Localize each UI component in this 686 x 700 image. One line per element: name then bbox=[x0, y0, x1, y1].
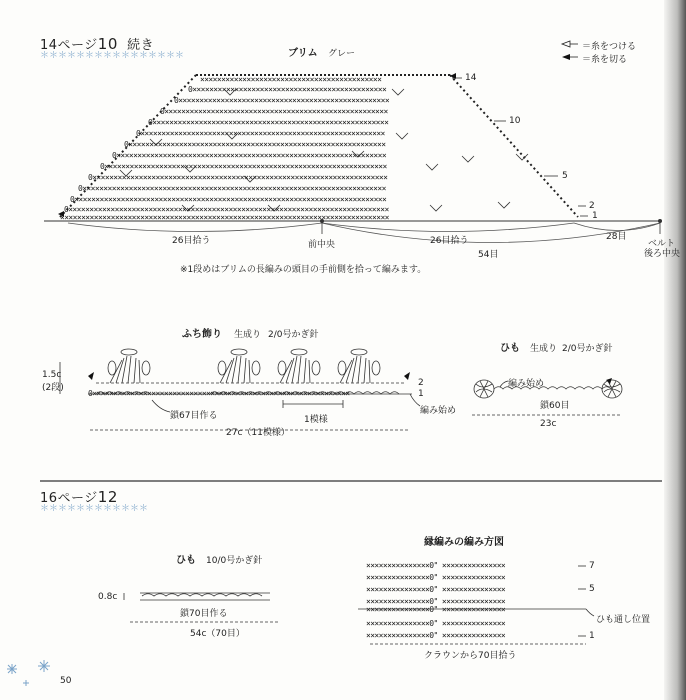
book-spine bbox=[664, 0, 686, 700]
cord2-title: ひも bbox=[176, 555, 196, 566]
frill-start: 編み始め bbox=[420, 406, 457, 416]
stitch-row: ×××××××××××××××0" ××××××××××××××× bbox=[366, 573, 506, 582]
brim-title: ブリム bbox=[288, 48, 318, 59]
cord2-width: 54c（70目） bbox=[190, 629, 245, 639]
measure-left: 26目拾う bbox=[172, 236, 211, 246]
brim-color: グレー bbox=[328, 49, 356, 59]
stitch-row: 0×××××××××××××××××××××××××××××××××××××××××××××××××××××××××××××××××××××× bbox=[88, 173, 388, 182]
stitch-row: 0×××××××××××××××××××××××××××××××××××××××××××××××××××××××××××××××××××××××× bbox=[78, 184, 386, 193]
frill-row-1: 1 bbox=[418, 389, 424, 399]
cord2-hook: 10/0号かぎ針 bbox=[206, 556, 263, 566]
edging-row-5: 5 bbox=[589, 584, 595, 594]
brim-right-edge bbox=[450, 75, 578, 217]
stitch-row: 0×××××××××××××××××××××××××××××××××××××××××××××××××××××××××× bbox=[136, 129, 385, 138]
cord-hook: 2/0号かぎ針 bbox=[562, 344, 613, 354]
stitch-row: 0×××××××××××××××××××××××××××××××××××××××××××××××××××××××××××××××× bbox=[112, 151, 387, 160]
row-mark-5: 5 bbox=[562, 171, 568, 181]
header-page-label: 16ページ bbox=[40, 491, 98, 506]
frill-rows: (2段) bbox=[42, 383, 64, 393]
frill-base-stitches: 0××××××××××××××××××××××××××××××××××××××××××××××××××××××××××××× bbox=[88, 389, 350, 398]
stitch-row: ×××××××××××××××××××××××××××××××××××××××××××××××××××××××××××××××××××××××××××××× bbox=[60, 213, 389, 222]
legend-attach: ＝糸をつける bbox=[582, 42, 637, 52]
measure-edge: 28目 bbox=[606, 232, 627, 242]
belt-back-center: 後ろ中央 bbox=[644, 249, 681, 259]
stitch-row: 0×××××××××××××××××××××××××××××××××××××××××××××××××××××××××××××××××××××××××××× bbox=[64, 205, 389, 214]
measure-right: 26目拾う bbox=[430, 236, 469, 246]
stitch-row: ×××××××××××××××0" ××××××××××××××× bbox=[366, 605, 506, 614]
cord-chain: 鎖60目 bbox=[540, 401, 570, 411]
row-mark-14: 14 bbox=[465, 73, 477, 83]
brim-measure-arcs bbox=[68, 223, 660, 243]
stitch-row: 0××××××××××××××××××××××××××××××××××××××××××××××××××××× bbox=[160, 107, 388, 116]
snowflake-decor bbox=[7, 660, 50, 686]
edging-row-1: 1 bbox=[589, 631, 595, 641]
frill-title: ふち飾り bbox=[182, 329, 222, 340]
row-mark-2: 2 bbox=[589, 201, 595, 211]
cord-yarn: 生成り bbox=[530, 344, 558, 354]
frill-row-2: 2 bbox=[418, 378, 424, 388]
brim-note: ※1段めはブリムの長編みの頭目の手前側を拾って編みます。 bbox=[180, 265, 427, 275]
cord-title: ひも bbox=[500, 343, 520, 354]
cord-width: 23c bbox=[540, 419, 557, 429]
frill-repeat: 1模様 bbox=[304, 415, 328, 425]
header-continued: 続き bbox=[127, 38, 155, 53]
frill-yarn: 生成り bbox=[234, 330, 262, 340]
header-stars: ＊＊＊＊＊＊＊＊＊＊＊＊ bbox=[40, 504, 149, 514]
stitch-row: ××××××××××××××××××××××××××××××××××××××××××× bbox=[200, 75, 382, 84]
header-number: 12 bbox=[97, 488, 118, 506]
stitch-row: ×××××××××××××××0" ××××××××××××××× bbox=[366, 585, 506, 594]
frill-width: 27c（11模様） bbox=[226, 428, 290, 438]
stitch-row: 0×××××××××××××××××××××××××××××××××××××××××××××××××××××××× bbox=[148, 118, 389, 127]
stitch-row: ×××××××××××××××0" ××××××××××××××× bbox=[366, 597, 506, 606]
header-page-label: 14ページ bbox=[40, 38, 98, 53]
stitch-row: 0×××××××××××××××××××××××××××××××××××××××××××××××××× bbox=[174, 96, 390, 105]
stitch-row: ×××××××××××××××0" ××××××××××××××× bbox=[366, 631, 506, 640]
edging-title: 縁編みの編み方図 bbox=[424, 537, 504, 548]
row-mark-1: 1 bbox=[592, 211, 598, 221]
row-mark-10: 10 bbox=[509, 116, 521, 126]
stitch-row: 0××××××××××××××××××××××××××××××××××××××××××××××××××××××××××××× bbox=[124, 140, 386, 149]
header-stars: ＊＊＊＊＊＊＊＊＊＊＊＊＊＊＊＊ bbox=[40, 51, 185, 61]
page-number: 50 bbox=[60, 676, 72, 686]
legend-symbols bbox=[562, 41, 578, 60]
row-arrows bbox=[452, 78, 588, 216]
total-stitches: 54目 bbox=[478, 250, 499, 260]
stitch-row: ×××××××××××××××0" ××××××××××××××× bbox=[366, 561, 506, 570]
center-label: 前中央 bbox=[308, 240, 336, 250]
frill-height: 1.5c bbox=[42, 370, 62, 380]
cord-start: 編み始め bbox=[508, 379, 545, 389]
header-number: 10 bbox=[97, 35, 118, 53]
frill-hook: 2/0号かぎ針 bbox=[268, 330, 319, 340]
edging-row-7: 7 bbox=[589, 561, 595, 571]
belt-label: ベルト bbox=[648, 239, 676, 249]
edging-pickup: クラウンから70目拾う bbox=[424, 651, 517, 661]
frill-chain: 鎖67目作る bbox=[170, 411, 218, 421]
cord2-chain: 鎖70目作る bbox=[180, 609, 228, 619]
edging-threading: ひも通し位置 bbox=[596, 615, 651, 625]
stitch-row: ×××××××××××××××0" ××××××××××××××× bbox=[366, 619, 506, 628]
legend-cut: ＝糸を切る bbox=[582, 55, 628, 65]
cord2-height: 0.8c bbox=[98, 592, 118, 602]
stitch-row: 0×××××××××××××××××××××××××××××××××××××××××××××××××××××××××××××××××××××××××× bbox=[70, 195, 387, 204]
stitch-row: 0×××××××××××××××××××××××××××××××××××××××××××××× bbox=[188, 85, 387, 94]
stitch-row: 0××××××××××××××××××××××××××××××××××××××××××××××××××××××××××××××××××× bbox=[100, 162, 387, 171]
